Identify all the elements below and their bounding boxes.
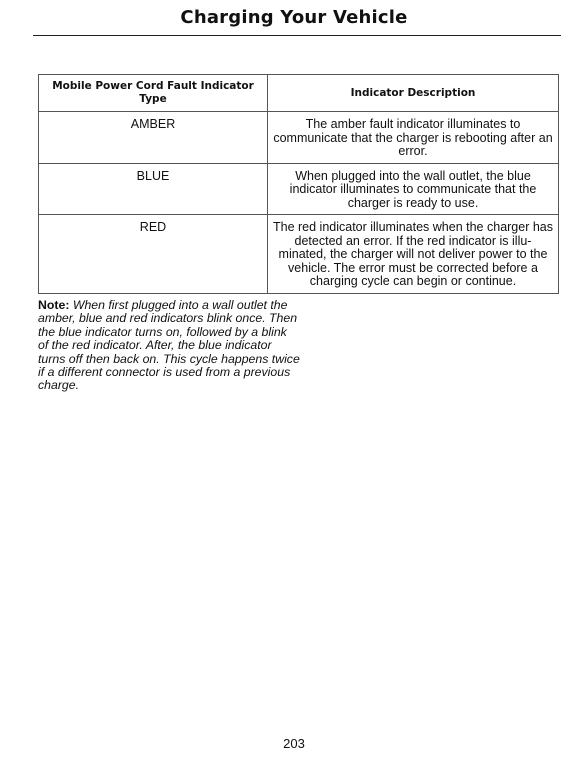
table-row bbox=[39, 215, 559, 294]
indicator-description-cell: The red indicator illuminates when the charger has detected an error. If the red indicator is illu-minated, the charger will not deliver power to the vehicle. The error must be corrected before a charging cycle can begin or continue. bbox=[268, 215, 559, 294]
indicator-type-cell: AMBER bbox=[39, 112, 268, 164]
table-row bbox=[39, 163, 559, 215]
indicator-description-cell: The amber fault indicator illuminates to communicate that the charger is rebooting after an error. bbox=[268, 112, 559, 164]
note-label: Note: bbox=[38, 298, 70, 312]
note-text: When first plugged into a wall outlet the amber, blue and red indicators blink once. Then the blue indicator turns on, followed by a blink of the red indicator. After, the blue indicator turns off then back on. This cycle happens twice if a different connector is used from a previous charge. bbox=[38, 298, 300, 393]
header-divider bbox=[33, 35, 561, 36]
column-header-description: Indicator Description bbox=[268, 75, 559, 112]
indicator-type-cell: BLUE bbox=[39, 163, 268, 215]
indicator-type-cell: RED bbox=[39, 215, 268, 294]
table-row bbox=[39, 112, 559, 164]
column-header-type: Mobile Power Cord Fault Indicator Type bbox=[39, 75, 268, 112]
page-number: 203 bbox=[283, 736, 305, 751]
indicator-description-cell: When plugged into the wall outlet, the blue indicator illuminates to communicate that the charger is ready to use. bbox=[268, 163, 559, 215]
fault-indicator-table bbox=[38, 74, 559, 294]
note-paragraph bbox=[38, 299, 300, 393]
page-title: Charging Your Vehicle bbox=[180, 7, 408, 28]
table-header-row bbox=[39, 75, 559, 112]
